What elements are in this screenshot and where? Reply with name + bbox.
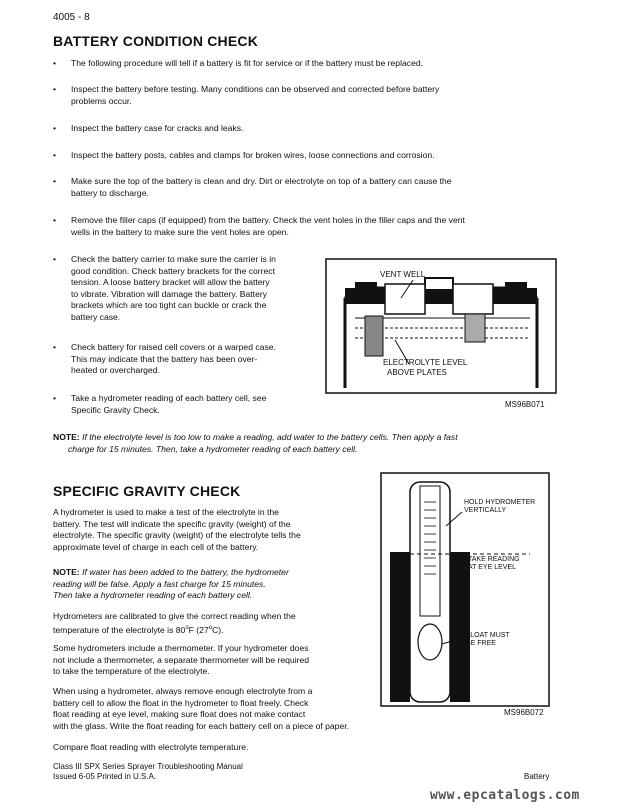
figure-code-ms96b071: MS96B071 xyxy=(505,400,545,409)
bullet-text: Make sure the top of the battery is clean and dry. Dirt or electrolyte on top of a battery can cause the battery to discharge. xyxy=(71,176,452,198)
bullet-text: Inspect the battery case for cracks and leaks. xyxy=(71,123,244,133)
label-hold-hydrometer: HOLD HYDROMETER xyxy=(464,499,536,506)
calibration-paragraph: Hydrometers are calibrated to give the correct reading when the temperature of the electrolyte is 80$^o$F (27$^o$C). xyxy=(53,611,373,636)
calibration-line: temperature of the electrolyte is 80 xyxy=(53,624,186,635)
footer-manual-title: Class III SPX Series Sprayer Troubleshooting Manual xyxy=(53,762,243,771)
bullet-text: The following procedure will tell if a battery is fit for service or if the battery must be replaced. xyxy=(71,58,424,68)
label-float-must: FLOAT MUST xyxy=(466,632,510,639)
label-be-free: BE FREE xyxy=(466,640,496,647)
note-water-added xyxy=(53,567,373,602)
using-line: with the glass. Write the float reading for each battery cell on a piece of paper. xyxy=(53,720,350,731)
section-title-battery-condition: BATTERY CONDITION CHECK xyxy=(53,33,259,49)
intro-line: A hydrometer is used to make a test of the electrolyte in the xyxy=(53,507,279,517)
using-line: battery cell to allow the float in the hydrometer to float freely. Check xyxy=(53,697,309,708)
note-electrolyte-low xyxy=(53,432,573,444)
calibration-line: Hydrometers are calibrated to give the correct reading when the xyxy=(53,611,296,621)
intro-line: electrolyte. The specific gravity (weight) of the electrolyte tells the xyxy=(53,530,301,541)
degree-c-mark: o xyxy=(208,624,213,631)
bullet-text: Remove the filler caps (if equipped) from the battery. Check the vent holes in the filler caps and the vent wells in the battery to make sure the vent holes are open. xyxy=(71,215,465,237)
bullet-text: Check battery for raised cell covers or a warped case. This may indicate that the battery has been over- heated or overcharged. xyxy=(71,342,276,376)
watermark: www.epcatalogs.com xyxy=(430,788,580,803)
compare-paragraph: Compare float reading with electrolyte temperature. xyxy=(53,742,249,752)
footer-issue: Issued 6-05 Printed in U.S.A. xyxy=(53,772,157,781)
footer-section: Battery xyxy=(524,772,550,781)
figure-code-ms96b072: MS96B072 xyxy=(504,708,544,717)
note-line: If water has been added to the battery, the hydrometer xyxy=(82,567,289,577)
thermo-line: not include a thermometer, a separate thermometer will be required xyxy=(53,654,310,665)
label-take-reading: TAKE READING xyxy=(468,556,520,563)
note-line: reading will be false. Apply a fast charge for 15 minutes. xyxy=(53,578,266,589)
bullet-text: Inspect the battery posts, cables and clamps for broken wires, loose connections and corrosion. xyxy=(71,150,435,160)
label-vent-well: VENT WELL xyxy=(380,270,426,279)
label-electrolyte-level: ELECTROLYTE LEVEL xyxy=(383,358,468,367)
degree-f-mark: o xyxy=(185,624,189,631)
battery-cross-section-figure xyxy=(325,258,557,410)
thermo-line: to take the temperature of the electrolyte. xyxy=(53,666,210,677)
gravity-intro-paragraph xyxy=(53,507,373,553)
using-line: float reading at eye level, making sure float does not make contact xyxy=(53,709,306,720)
using-line: When using a hydrometer, always remove enough electrolyte from a xyxy=(53,686,313,696)
note-electrolyte-low-line2: charge for 15 minutes. Then, take a hydrometer reading of each battery cell. xyxy=(68,444,358,454)
section-title-specific-gravity: SPECIFIC GRAVITY CHECK xyxy=(53,483,241,499)
note-label: NOTE: xyxy=(53,432,80,442)
thermometer-paragraph xyxy=(53,643,373,678)
bullet-text: Check the battery carrier to make sure the carrier is in good condition. Check battery brackets for the correct tension. A loose battery bracket will allow the battery to vibrate. Vibration will damage the battery. Battery brackets which are too tight can buckle or crack the battery case. xyxy=(71,254,276,322)
note-text: If the electrolyte level is too low to make a reading, add water to the battery cells. Then apply a fast xyxy=(82,432,458,442)
bullet-text: Inspect the battery before testing. Many conditions can be observed and corrected before battery problems occur. xyxy=(71,84,440,106)
intro-line: approximate level of charge in each cell of the battery. xyxy=(53,541,259,552)
label-eye-level: AT EYE LEVEL xyxy=(468,564,516,571)
note-label: NOTE: xyxy=(53,567,80,577)
page-number: 4005 - 8 xyxy=(53,12,90,23)
label-vertically: VERTICALLY xyxy=(464,507,507,514)
hydrometer-figure xyxy=(380,472,550,722)
bullet-text: Take a hydrometer reading of each battery cell, see Specific Gravity Check. xyxy=(71,393,267,415)
thermo-line: Some hydrometers include a thermometer. If your hydrometer does xyxy=(53,643,309,653)
note-line: Then take a hydrometer reading of each battery cell. xyxy=(53,590,253,601)
label-above-plates: ABOVE PLATES xyxy=(387,368,447,377)
using-hydrometer-paragraph xyxy=(53,686,413,732)
intro-line: battery. The test will indicate the specific gravity (weight) of the xyxy=(53,518,291,529)
